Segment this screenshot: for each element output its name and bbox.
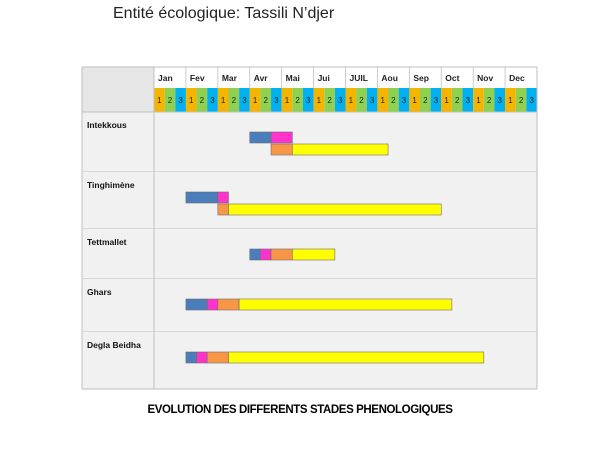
decade-label: 3: [465, 96, 471, 105]
decade-label: 1: [284, 96, 290, 105]
decade-label: 3: [337, 96, 343, 105]
decade-label: 3: [401, 96, 407, 105]
decade-label: 1: [444, 96, 449, 105]
stage-2-bar: [207, 299, 218, 310]
decade-label: 2: [518, 96, 524, 105]
month-label-jui: Jui: [317, 73, 330, 83]
decade-label: 1: [476, 96, 481, 105]
stage-1-bar: [186, 299, 207, 310]
row-label: Intekkous: [87, 120, 127, 130]
row-label: Tinghimène: [87, 180, 135, 190]
decade-label: 1: [157, 96, 162, 105]
decade-label: 2: [199, 96, 205, 105]
row-label: Tettmallet: [87, 237, 127, 247]
month-label-mar: Mar: [221, 73, 237, 83]
decade-label: 1: [412, 96, 417, 105]
stage-3-bar: [218, 204, 229, 215]
gantt-row: [82, 229, 537, 279]
row-background: [82, 112, 537, 172]
decade-label: 3: [369, 96, 375, 105]
stage-2-bar: [260, 249, 271, 260]
decade-label: 3: [497, 96, 502, 105]
decade-label: 1: [348, 96, 354, 105]
row-background: [82, 172, 537, 229]
stage-3-bar: [207, 352, 228, 363]
month-label-mai: Mai: [285, 73, 300, 83]
stage-4-bar: [239, 299, 452, 310]
stage-2-bar: [197, 352, 208, 363]
stage-1-bar: [186, 352, 197, 363]
decade-label: 1: [508, 96, 513, 105]
stage-1-bar: [250, 249, 261, 260]
gantt-row: [82, 332, 537, 389]
decade-label: 1: [189, 96, 194, 105]
row-label: Ghars: [87, 287, 112, 297]
gantt-row: [82, 112, 537, 172]
decade-label: 2: [359, 96, 364, 105]
stage-2-bar: [218, 192, 229, 203]
decade-label: 2: [486, 96, 492, 105]
month-label-sep: Sep: [413, 73, 429, 83]
decade-label: 1: [380, 96, 385, 105]
decade-label: 2: [167, 96, 173, 105]
stage-1-bar: [250, 132, 271, 143]
stage-4-bar: [292, 249, 335, 260]
month-label-aou: Aou: [381, 73, 398, 83]
page-title: Entité écologique: Tassili N’djer: [113, 5, 335, 22]
stage-3-bar: [218, 299, 239, 310]
stage-4-bar: [292, 144, 388, 155]
gantt-row: [82, 279, 537, 332]
corner-cell: [82, 67, 154, 112]
decade-label: 2: [295, 96, 300, 105]
decade-label: 3: [274, 96, 279, 105]
decade-label: 3: [210, 96, 215, 105]
decade-label: 2: [231, 96, 237, 105]
decade-label: 3: [242, 96, 247, 105]
row-label: Degla Beidha: [87, 340, 141, 350]
month-label-fev: Fev: [189, 73, 205, 83]
decade-label: 2: [423, 96, 428, 105]
stage-1-bar: [186, 192, 218, 203]
month-label-oct: Oct: [445, 73, 460, 83]
month-label-avr: Avr: [253, 73, 268, 83]
decade-label: 1: [316, 96, 322, 105]
decade-label: 3: [306, 96, 311, 105]
decade-label: 2: [327, 96, 332, 105]
gantt-row: [82, 172, 537, 229]
decade-label: 3: [433, 96, 439, 105]
decade-label: 1: [252, 96, 258, 105]
decade-label: 3: [529, 96, 534, 105]
stage-2-bar: [271, 132, 292, 143]
month-label-jan: Jan: [158, 73, 173, 83]
decade-label: 2: [391, 96, 396, 105]
month-label-nov: Nov: [477, 73, 494, 83]
stage-3-bar: [271, 249, 292, 260]
stage-4-bar: [228, 352, 483, 363]
decade-label: 1: [220, 96, 226, 105]
chart-caption: EVOLUTION DES DIFFERENTS STADES PHENOLOGIQUES: [147, 404, 453, 416]
decade-label: 2: [454, 96, 460, 105]
month-label-juil: JUIL: [349, 73, 368, 83]
decade-label: 3: [178, 96, 183, 105]
decade-label: 2: [263, 96, 268, 105]
month-label-dec: Dec: [509, 73, 525, 83]
stage-3-bar: [271, 144, 292, 155]
stage-4-bar: [228, 204, 441, 215]
